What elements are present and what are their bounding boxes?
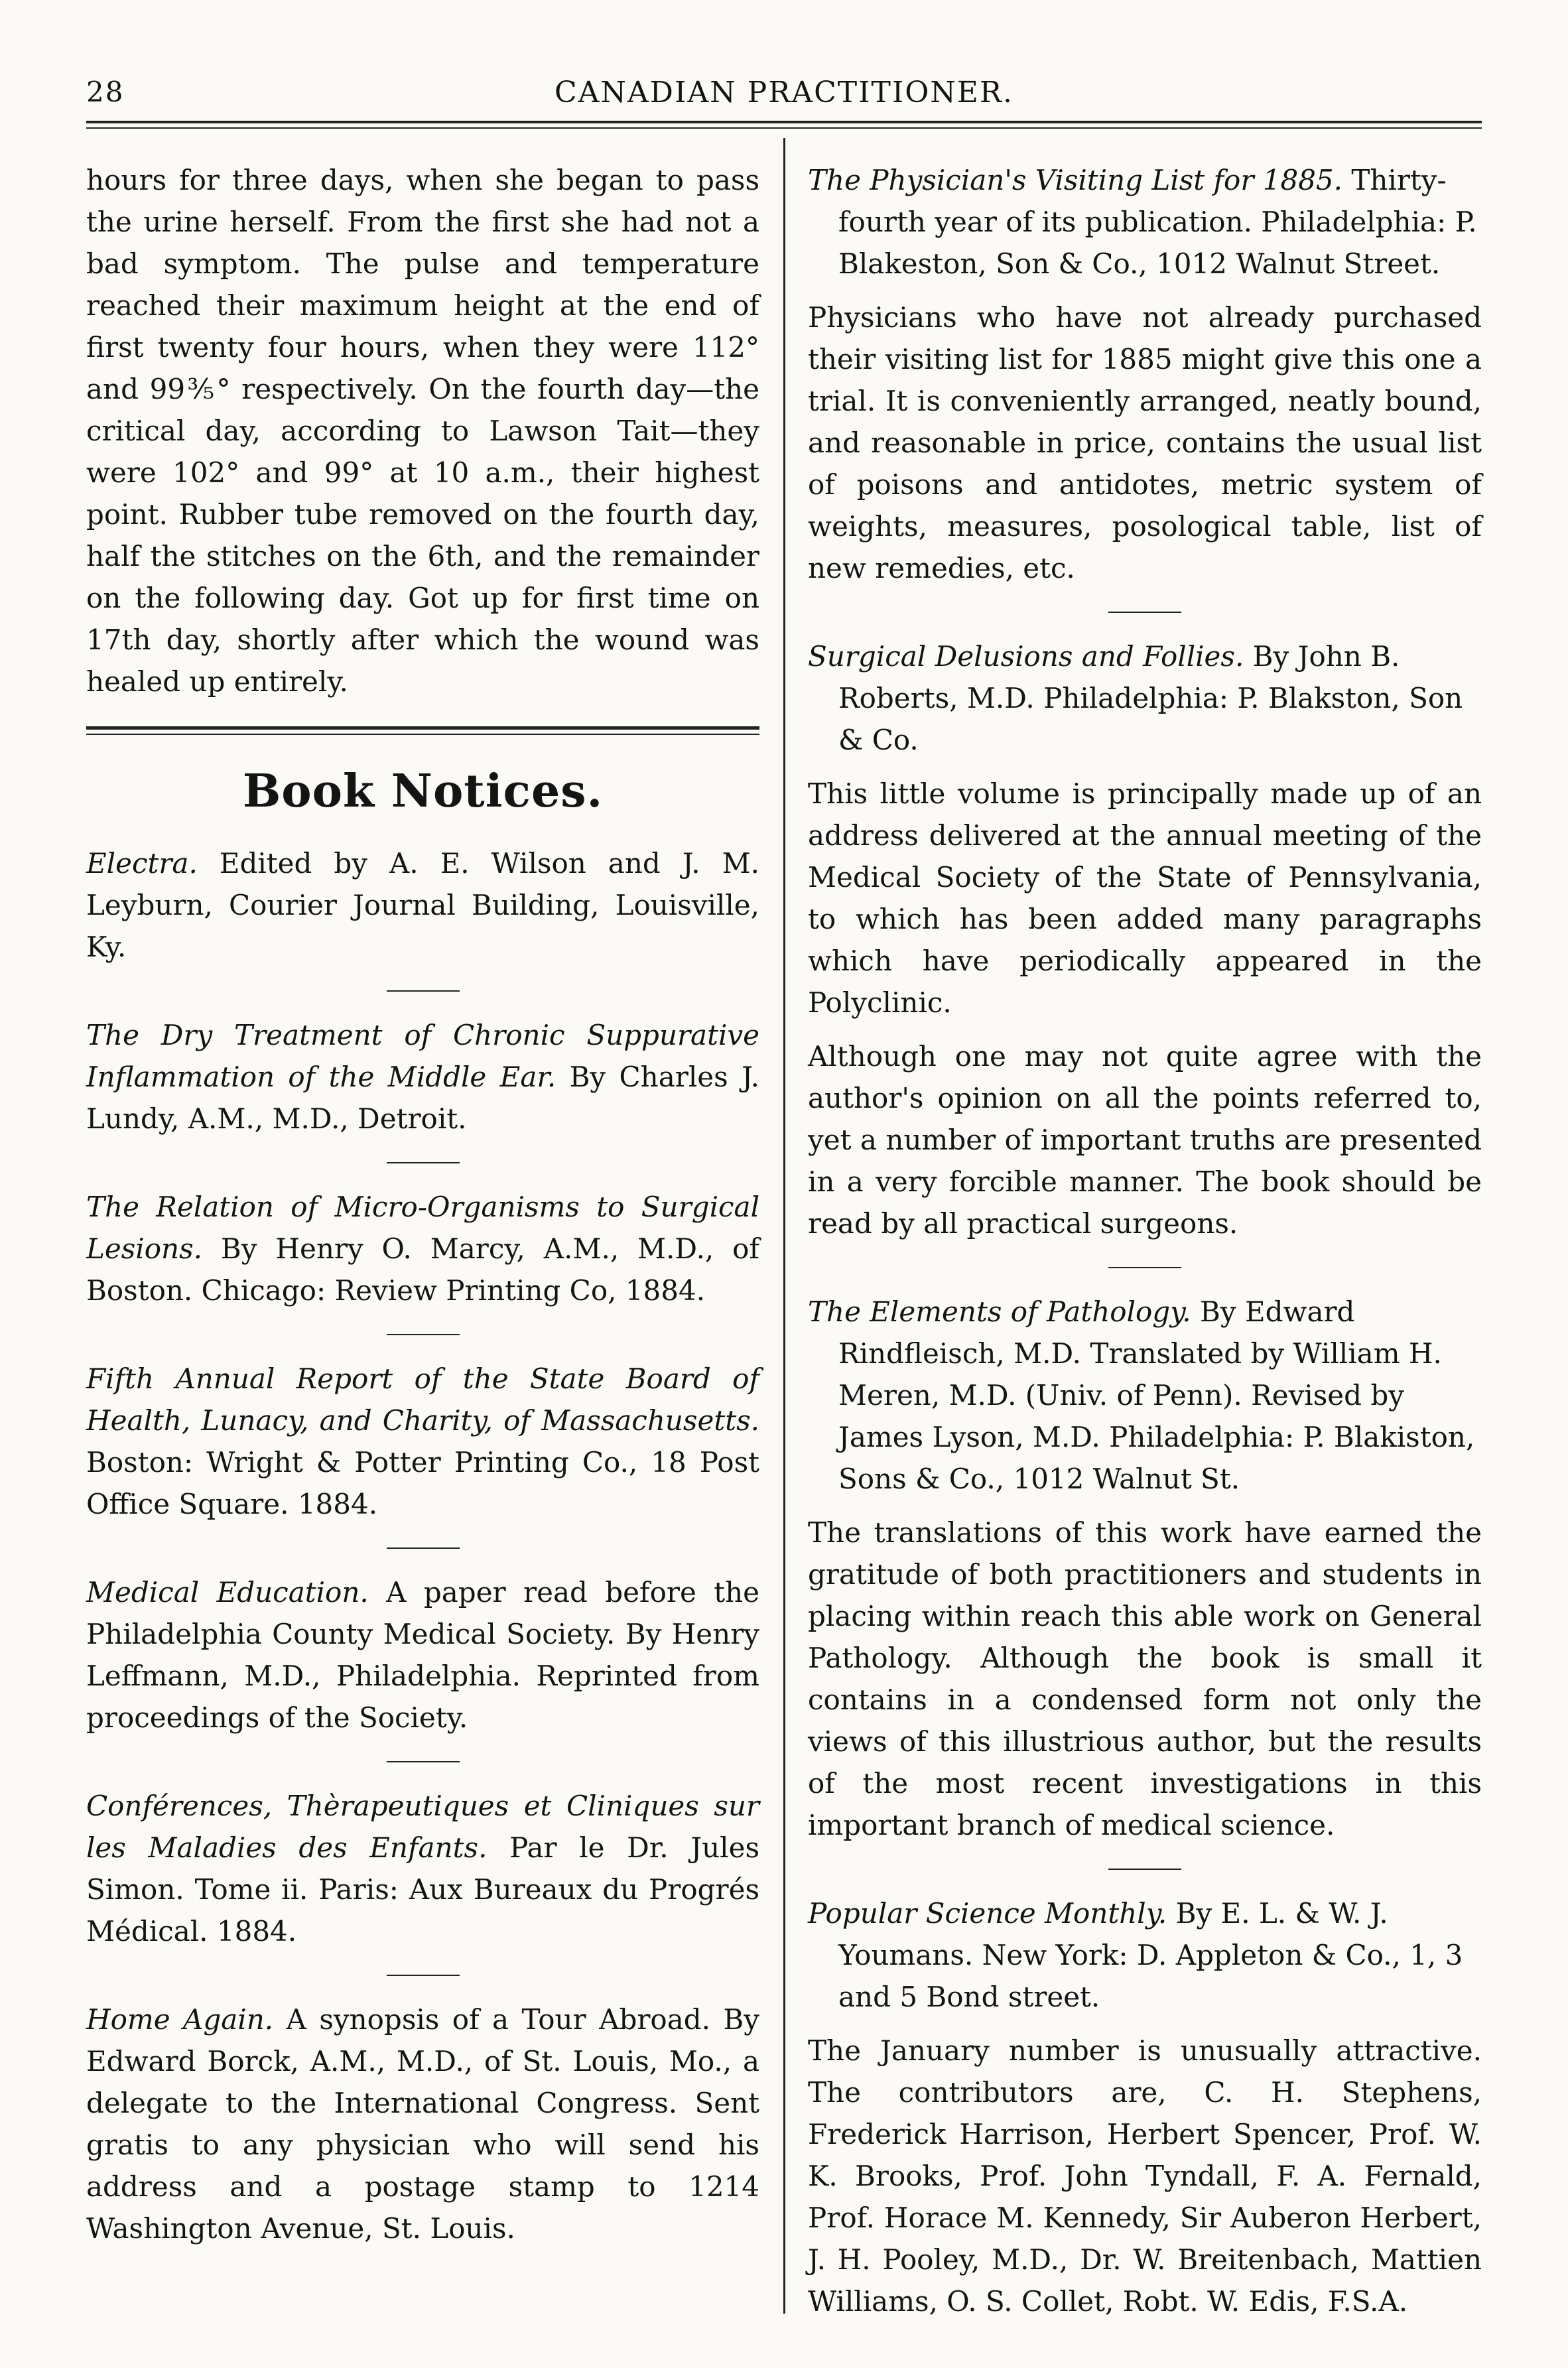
book-title: Fifth Annual Report of the State Board of Health, Lunacy, and Charity, of Massachusetts. — [86, 1362, 759, 1437]
book-citation: Thirty-fourth year of its publication. Philadelphia: P. Blakeston, Son & Co., 1012 Walnut Street. — [838, 164, 1477, 280]
book-title: Electra. — [86, 847, 198, 880]
book-citation: By Charles J. Lundy, A.M., M.D., Detroit. — [86, 1061, 759, 1135]
book-title: Medical Education. — [86, 1576, 369, 1609]
entry-separator — [387, 1975, 460, 1976]
paragraph-gap — [808, 1023, 1482, 1035]
review-citation — [808, 1892, 1482, 2018]
review-paragraph: Physicians who have not already purchased their visiting list for 1885 might give this one a trial. It is conveniently arranged, neatly bound, and reasonable in price, contains the usual list of poisons and antidotes, metric system of weights, measures, posological table, list of new remedies, etc. — [808, 301, 1482, 584]
entry-separator — [387, 1761, 460, 1762]
book-notice — [86, 1358, 759, 1525]
entry-separator — [1108, 612, 1181, 613]
page-number: 28 — [86, 76, 125, 108]
header-rule-thin — [86, 127, 1482, 129]
section-rule-thin — [86, 734, 759, 735]
review-paragraph: Although one may not quite agree with the author's opinion on all the points referred to, yet a number of important truths are presented in a very forcible manner. The book should be read by all practical surgeons. — [808, 1040, 1482, 1240]
book-notice — [86, 1999, 759, 2249]
book-title: Surgical Delusions and Follies. — [808, 640, 1244, 673]
book-notice — [86, 1014, 759, 1140]
left-entries — [86, 842, 759, 2249]
book-notice — [86, 1785, 759, 1952]
journal-title: CANADIAN PRACTITIONER. — [554, 75, 1014, 109]
book-notice — [86, 842, 759, 968]
paragraph-gap — [808, 285, 1482, 296]
review-paragraph: The translations of this work have earned the gratitude of both practitioners and students in placing within reach this able work on General Pathology. Although the book is small it contains in a condensed form not only the views of this illustrious author, but the results of the most recent investigations in this important branch of medical science. — [808, 1516, 1482, 1841]
review-citation — [808, 159, 1482, 285]
left-column — [86, 159, 759, 2253]
paragraph-gap — [808, 761, 1482, 773]
book-citation: By Henry O. Marcy, A.M., M.D., of Boston. Chicago: Review Printing Co, 1884. — [86, 1232, 759, 1307]
entry-separator — [387, 990, 460, 992]
book-citation: By E. L. & W. J. Youmans. New York: D. Appleton & Co., 1, 3 and 5 Bond street. — [838, 1897, 1463, 2013]
entry-separator — [387, 1334, 460, 1335]
book-notice — [86, 1571, 759, 1739]
book-citation: By John B. Roberts, M.D. Philadelphia: P. Blakston, Son & Co. — [838, 640, 1463, 756]
review-paragraph: The January number is unusually attractive. The contributors are, C. H. Stephens, Frederick Harrison, Herbert Spencer, Prof. W. K. Brooks, Prof. John Tyndall, F. A. Fernald, Prof. Horace M. Kennedy, Sir Auberon Herbert, J. H. Pooley, M.D., Dr. W. Breitenbach, Mattien Williams, O. S. Collet, Robt. W. Edis, F.S.A. — [808, 2034, 1482, 2318]
book-title: The Relation of Micro-Organisms to Surgical Lesions. — [86, 1191, 759, 1265]
right-column — [808, 159, 1482, 2322]
entry-separator — [1108, 1267, 1181, 1268]
book-citation: A synopsis of a Tour Abroad. By Edward Borck, A.M., M.D., of St. Louis, Mo., a delegate to the International Congress. Sent gratis to any physician who will send his address and a postage stamp to 1214 Washington Avenue, St. Louis. — [86, 2003, 759, 2245]
header-rule — [86, 121, 1482, 123]
review-paragraph: This little volume is principally made up of an address delivered at the annual meeting of the Medical Society of the State of Pennsylvania, to which has been added many paragraphs which have periodically appeared in the Polyclinic. — [808, 777, 1482, 1019]
book-title: Home Again. — [86, 2003, 274, 2036]
running-header — [86, 69, 1482, 115]
book-citation: By Edward Rindfleisch, M.D. Translated by William H. Meren, M.D. (Univ. of Penn). Revised by James Lyson, M.D. Philadelphia: P. Blakiston, Sons & Co., 1012 Walnut St. — [838, 1295, 1475, 1495]
book-title: The Elements of Pathology. — [808, 1295, 1191, 1328]
entry-separator — [387, 1547, 460, 1549]
book-citation: Edited by A. E. Wilson and J. M. Leyburn, Courier Journal Building, Louisville, Ky. — [86, 847, 759, 963]
book-citation: Par le Dr. Jules Simon. Tome ii. Paris: Aux Bureaux du Progrés Médical. 1884. — [86, 1831, 759, 1947]
entry-separator — [387, 1162, 460, 1163]
book-title: The Physician's Visiting List for 1885. — [808, 164, 1342, 196]
book-citation: A paper read before the Philadelphia County Medical Society. By Henry Leffmann, M.D., Philadelphia. Reprinted from proceedings of the Society. — [86, 1576, 759, 1734]
book-title: Conférences, Thèrapeutiques et Cliniques sur les Maladies des Enfants. — [86, 1790, 759, 1864]
paragraph-gap — [808, 1500, 1482, 1512]
section-heading: Book Notices. — [242, 765, 604, 818]
book-citation: Boston: Wright & Potter Printing Co., 18 Post Office Square. 1884. — [86, 1446, 759, 1520]
book-title: The Dry Treatment of Chronic Suppurative Inflammation of the Middle Ear. — [86, 1019, 759, 1093]
paragraph-gap — [808, 2018, 1482, 2030]
column-divider — [783, 138, 785, 2314]
section-rule — [86, 726, 759, 730]
book-notice — [86, 1186, 759, 1311]
review-citation — [808, 635, 1482, 761]
book-title: Popular Science Monthly. — [808, 1897, 1167, 1930]
continuation-paragraph: hours for three days, when she began to pass the urine herself. From the first she had not a bad symptom. The pulse and temperature reached their maximum height at the end of first twenty four hours, when they were 112° and 99⅗° respectively. On the fourth day—the critical day, according to Lawson Tait—they were 102° and 99° at 10 a.m., their highest point. Rubber tube removed on the fourth day, half the stitches on the 6th, and the remainder on the following day. Got up for first time on 17th day, shortly after which the wound was healed up entirely. — [86, 164, 759, 698]
entry-separator — [1108, 1869, 1181, 1870]
review-citation — [808, 1291, 1482, 1500]
